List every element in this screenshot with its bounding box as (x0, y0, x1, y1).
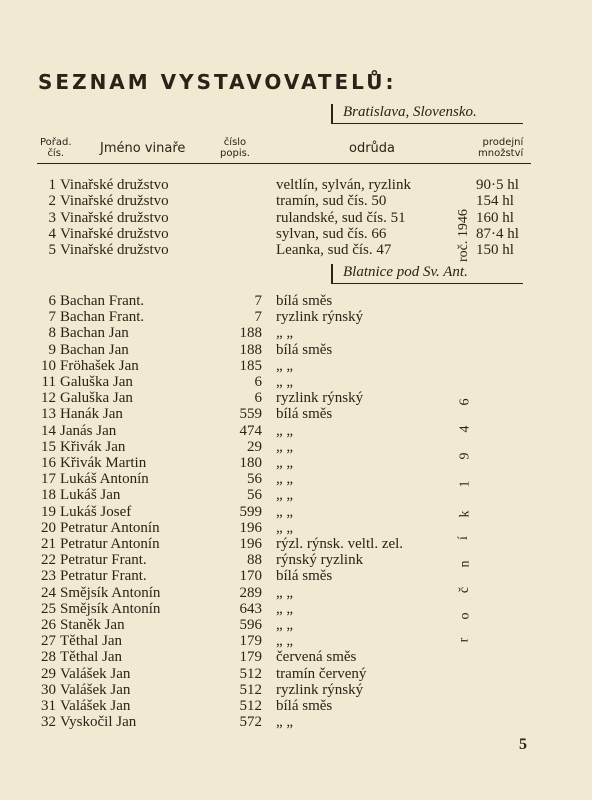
house-number: 289 (239, 584, 262, 601)
house-number: 56 (247, 471, 262, 488)
vintage-char: 4 (457, 425, 473, 433)
row-number: 28 (41, 649, 56, 666)
row-number: 27 (41, 633, 56, 650)
row-number: 7 (48, 309, 56, 326)
table-row (0, 714, 592, 731)
row-number: 31 (41, 698, 56, 714)
table-row (0, 601, 592, 618)
exhibitor-name: Valášek Jan (60, 681, 131, 698)
quantity: 154 hl (476, 193, 514, 210)
table-row (0, 406, 592, 423)
wine-variety: sylvan, sud čís. 66 (276, 225, 387, 242)
wine-variety: „ „ (276, 487, 294, 504)
row-number: 11 (41, 374, 56, 390)
row-number: 15 (41, 438, 56, 455)
page-number: 5 (519, 736, 527, 753)
wine-variety: „ „ (276, 519, 294, 536)
exhibitor-name: Valášek Jan (60, 665, 131, 682)
wine-variety: „ „ (276, 422, 294, 439)
house-number: 179 (239, 633, 262, 650)
house-number: 512 (239, 681, 262, 698)
row-number: 8 (48, 325, 56, 342)
wine-variety: Leanka, sud čís. 47 (276, 242, 392, 259)
exhibitor-name: Fröhašek Jan (60, 357, 139, 374)
row-number: 6 (48, 293, 56, 309)
exhibitor-name: Křivák Martin (60, 455, 147, 471)
vintage-char: í (455, 536, 471, 540)
wine-variety: „ „ (276, 471, 294, 488)
house-number: 56 (247, 487, 262, 504)
exhibitor-name: Lukáš Jan (60, 487, 121, 504)
wine-variety: „ „ (276, 633, 294, 650)
quantity: 150 hl (476, 242, 514, 259)
house-number: 188 (239, 341, 262, 358)
house-number: 643 (239, 600, 262, 617)
row-number: 5 (48, 242, 56, 259)
house-number: 559 (239, 406, 262, 423)
header-order: Pořad. čís. (40, 137, 72, 159)
wine-variety: ryzlink rýnský (276, 681, 364, 698)
table-row (0, 487, 592, 504)
vintage-label: roč. 1946 (456, 209, 471, 262)
wine-variety: bílá směs (276, 341, 333, 358)
wine-variety: rulandské, sud čís. 51 (276, 209, 406, 226)
vintage-char: r (456, 637, 472, 643)
wine-variety: „ „ (276, 357, 294, 374)
exhibitor-name: Bachan Jan (60, 341, 129, 358)
wine-variety: bílá směs (276, 568, 333, 585)
house-number: 88 (247, 552, 262, 569)
wine-variety: tramín, sud čís. 50 (276, 193, 387, 210)
wine-variety: „ „ (276, 325, 294, 342)
table-row (0, 552, 592, 569)
table-row (0, 325, 592, 342)
row-number: 4 (48, 225, 56, 242)
table-row (0, 226, 592, 243)
vintage-char: k (457, 510, 473, 518)
house-number: 7 (254, 293, 262, 309)
table-row (0, 585, 592, 602)
table-row (0, 210, 592, 227)
house-number: 170 (239, 568, 262, 585)
wine-variety: „ „ (276, 584, 294, 601)
quantity: 160 hl (476, 209, 514, 226)
row-number: 16 (41, 455, 56, 471)
row-number: 25 (41, 600, 56, 617)
exhibitor-name: Petratur Frant. (60, 568, 147, 585)
row-number: 20 (41, 519, 56, 536)
exhibitor-name: Petratur Antonín (60, 519, 160, 536)
table-row (0, 293, 592, 310)
exhibitor-name: Hanák Jan (60, 406, 123, 423)
table-row (0, 504, 592, 521)
vintage-char: 1 (457, 480, 473, 488)
table-row (0, 617, 592, 634)
table-row (0, 568, 592, 585)
house-number: 572 (239, 714, 262, 731)
wine-variety: „ „ (276, 617, 294, 633)
exhibitor-name: Bachan Jan (60, 325, 129, 342)
house-number: 180 (239, 455, 262, 471)
table-row (0, 666, 592, 683)
table-row (0, 536, 592, 553)
table-row (0, 649, 592, 666)
row-number: 9 (48, 341, 56, 358)
wine-variety: „ „ (276, 714, 294, 731)
row-number: 2 (48, 193, 56, 210)
table-row (0, 177, 592, 194)
row-number: 21 (41, 536, 56, 552)
exhibitor-name: Vinařské družstvo (60, 209, 169, 226)
table-row (0, 423, 592, 440)
house-number: 29 (247, 438, 262, 455)
row-number: 24 (41, 584, 56, 601)
exhibitor-name: Vinařské družstvo (60, 193, 169, 210)
wine-variety: „ „ (276, 374, 294, 390)
exhibitor-name: Staněk Jan (60, 617, 125, 633)
wine-variety: veltlín, sylván, ryzlink (276, 177, 411, 193)
wine-variety: tramín červený (276, 665, 367, 682)
header-variety: odrůda (349, 141, 396, 156)
exhibitor-name: Vinařské družstvo (60, 177, 169, 193)
exhibitor-name: Janás Jan (60, 422, 117, 439)
wine-variety: „ „ (276, 600, 294, 617)
row-number: 19 (41, 503, 56, 520)
row-number: 17 (41, 471, 56, 488)
quantity: 87·4 hl (476, 225, 519, 242)
exhibitor-name: Smějsík Antonín (60, 600, 161, 617)
vintage-char: o (457, 612, 473, 620)
table-row (0, 452, 592, 472)
house-number: 512 (239, 698, 262, 714)
row-number: 1 (48, 177, 56, 193)
exhibitor-name: Vyskočil Jan (60, 714, 137, 731)
exhibitor-name: Lukáš Josef (60, 503, 132, 520)
wine-variety: „ „ (276, 455, 294, 471)
table-row (0, 698, 592, 715)
header-divider (37, 163, 531, 164)
page-title: SEZNAM VYSTAVOVATELŮ: (38, 70, 397, 94)
wine-variety: bílá směs (276, 406, 333, 423)
table-row (0, 242, 592, 259)
vintage-char: č (457, 586, 473, 594)
row-number: 13 (41, 406, 56, 423)
exhibitor-name: Galuška Jan (60, 390, 133, 407)
row-number: 26 (41, 617, 56, 633)
vintage-char: n (457, 560, 473, 568)
exhibitor-name: Těthal Jan (60, 633, 123, 650)
row-number: 14 (41, 422, 56, 439)
exhibitor-name: Petratur Antonín (60, 536, 160, 552)
house-number: 196 (239, 536, 262, 552)
region-label-blatnice: Blatnice pod Sv. Ant. (331, 264, 523, 284)
row-number: 10 (41, 357, 56, 374)
header-number: číslo popis. (220, 137, 250, 159)
row-number: 23 (41, 568, 56, 585)
house-number: 474 (239, 422, 262, 439)
wine-variety: ryzlink rýnský (276, 390, 364, 407)
vintage-char: 6 (457, 398, 473, 406)
quantity: 90·5 hl (476, 177, 519, 193)
table-row (0, 342, 592, 359)
exhibitor-name: Těthal Jan (60, 649, 123, 666)
row-number: 22 (41, 552, 56, 569)
exhibitor-name: Smějsík Antonín (60, 584, 161, 601)
wine-variety: „ „ (276, 503, 294, 520)
wine-variety: červená směs (276, 649, 357, 666)
house-number: 179 (239, 649, 262, 666)
row-number: 29 (41, 665, 56, 682)
row-number: 32 (41, 714, 56, 731)
house-number: 6 (254, 374, 262, 390)
exhibitor-name: Lukáš Antonín (60, 471, 149, 488)
vintage-char: 9 (457, 452, 473, 460)
house-number: 6 (254, 390, 262, 407)
exhibitor-name: Vinařské družstvo (60, 242, 169, 259)
table-row (0, 439, 592, 456)
house-number: 196 (239, 519, 262, 536)
exhibitor-name: Galuška Jan (60, 374, 133, 390)
house-number: 596 (239, 617, 262, 633)
wine-variety: bílá směs (276, 698, 333, 714)
table-row (0, 390, 592, 407)
house-number: 599 (239, 503, 262, 520)
exhibitor-name: Křivák Jan (60, 438, 126, 455)
row-number: 3 (48, 209, 56, 226)
wine-variety: ryzlink rýnský (276, 309, 364, 326)
house-number: 7 (254, 309, 262, 326)
exhibitor-name: Bachan Frant. (60, 309, 145, 326)
house-number: 188 (239, 325, 262, 342)
wine-variety: „ „ (276, 438, 294, 455)
wine-variety: rýzl. rýnsk. veltl. zel. (276, 536, 404, 552)
row-number: 30 (41, 681, 56, 698)
house-number: 512 (239, 665, 262, 682)
row-number: 12 (41, 390, 56, 407)
row-number: 18 (41, 487, 56, 504)
header-quantity: prodejní množství (478, 137, 524, 159)
wine-variety: bílá směs (276, 293, 333, 309)
exhibitor-name: Petratur Frant. (60, 552, 147, 569)
table-row (0, 193, 592, 210)
table-row (0, 309, 592, 326)
wine-variety: rýnský ryzlink (276, 552, 364, 569)
table-row (0, 682, 592, 699)
table-row (0, 520, 592, 537)
exhibitor-name: Valášek Jan (60, 698, 131, 714)
table-row (0, 358, 592, 375)
house-number: 185 (239, 357, 262, 374)
table-row (0, 633, 592, 650)
exhibitor-name: Vinařské družstvo (60, 225, 169, 242)
table-row (0, 374, 592, 391)
table-row (0, 471, 592, 488)
region-label-bratislava: Bratislava, Slovensko. (331, 104, 523, 124)
header-name: Jméno vinaře (100, 141, 186, 156)
exhibitor-name: Bachan Frant. (60, 293, 145, 309)
